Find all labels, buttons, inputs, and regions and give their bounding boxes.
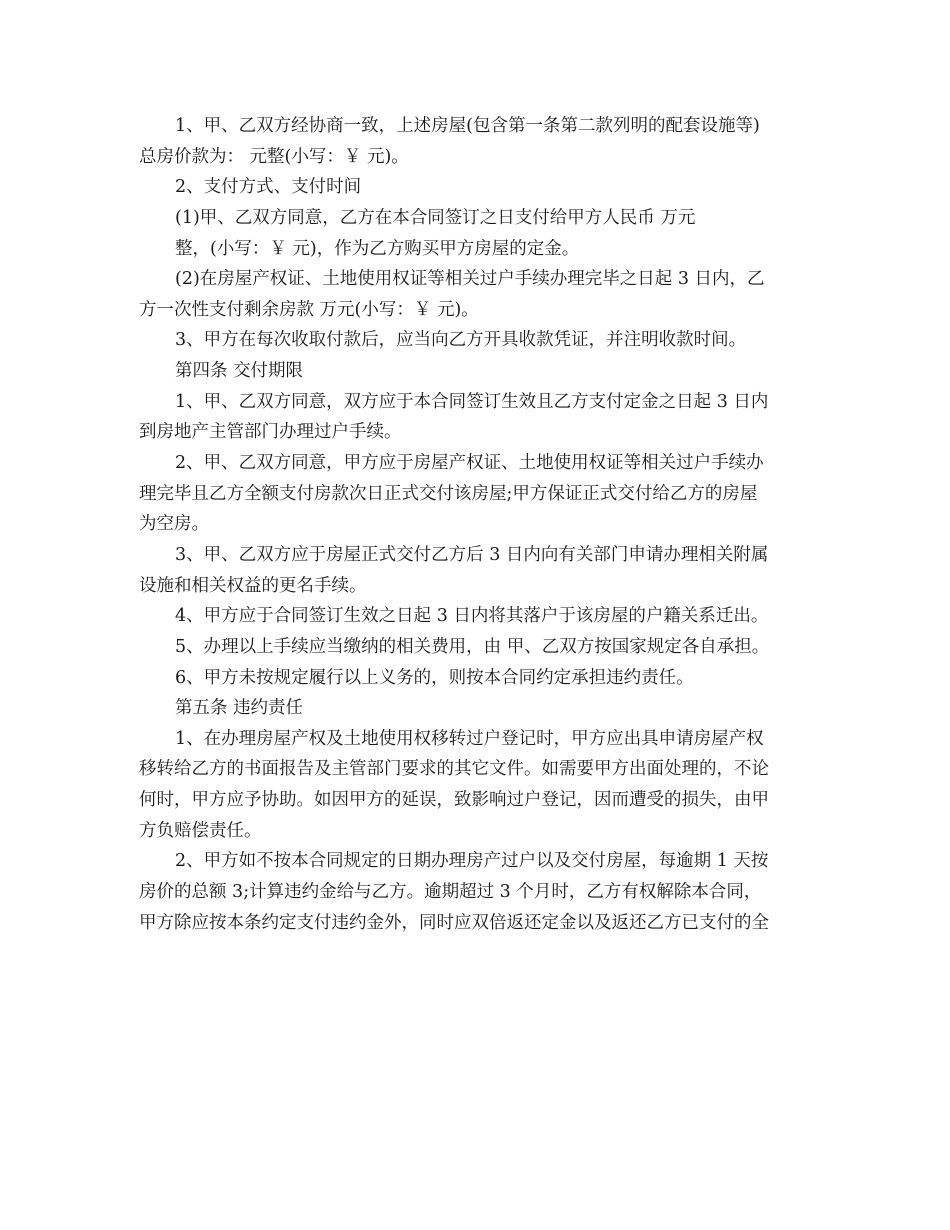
text-line: 3、甲、乙双方应于房屋正式交付乙方后 3 日内向有关部门申请办理相关附属: [175, 544, 769, 565]
text-line: 4、甲方应于合同签订生效之日起 3 日内将其落户于该房屋的户籍关系迁出。: [175, 606, 769, 627]
text-line: 5、办理以上手续应当缴纳的相关费用，由 甲、乙双方按国家规定各自承担。: [175, 636, 770, 657]
text-line: 房价的总额 3;计算违约金给与乙方。逾期超过 3 个月时，乙方有权解除本合同，: [139, 882, 762, 903]
text-line: (2)在房屋产权证、土地使用权证等相关过户手续办理完毕之日起 3 日内，乙: [175, 269, 765, 290]
text-line: 2、甲方如不按本合同规定的日期办理房产过户以及交付房屋，每逾期 1 天按: [175, 851, 769, 872]
text-line: 方负赔偿责任。: [139, 820, 262, 841]
text-line: 2、支付方式、支付时间: [175, 177, 362, 198]
text-line: 6、甲方未按规定履行以上义务的，则按本合同约定承担违约责任。: [175, 667, 694, 688]
text-line: 设施和相关权益的更名手续。: [139, 575, 367, 596]
text-line: 方一次性支付剩余房款 万元(小写：￥ 元)。: [139, 299, 479, 320]
text-line: 甲方除应按本条约定支付违约金外，同时应双倍返还定金以及返还乙方已支付的全: [139, 912, 769, 933]
text-line: 2、甲、乙双方同意，甲方应于房屋产权证、土地使用权证等相关过户手续办: [175, 453, 764, 474]
text-line: 1、在办理房屋产权及土地使用权移转过户登记时，甲方应出具申请房屋产权: [175, 728, 764, 749]
text-line: 1、甲、乙双方同意，双方应于本合同签订生效且乙方支付定金之日起 3 日内: [175, 391, 769, 412]
text-line: 为空房。: [139, 514, 209, 535]
text-line: 3、甲方在每次收取付款后，应当向乙方开具收款凭证，并注明收款时间。: [175, 330, 747, 351]
contract-body-text: [139, 111, 830, 938]
text-line: 第四条 交付期限: [175, 361, 304, 382]
text-line: (1)甲、乙双方同意，乙方在本合同签订之日支付给甲方人民币 万元: [175, 207, 696, 228]
text-line: 第五条 违约责任: [175, 698, 304, 719]
text-line: 整，(小写：￥ 元)，作为乙方购买甲方房屋的定金。: [175, 238, 580, 259]
text-line: 1、甲、乙双方经协商一致，上述房屋(包含第一条第二款列明的配套设施等): [175, 116, 760, 136]
text-line: 理完毕且乙方全额支付房款次日正式交付该房屋;甲方保证正式交付给乙方的房屋: [139, 483, 758, 504]
text-line: 到房地产主管部门办理过户手续。: [139, 422, 402, 443]
text-line: 移转给乙方的书面报告及主管部门要求的其它文件。如需要甲方出面处理的，不论: [139, 759, 769, 780]
text-line: 总房价款为： 元整(小写：￥ 元)。: [139, 146, 409, 167]
text-line: 何时，甲方应予协助。如因甲方的延误，致影响过户登记，因而遭受的损失，由甲: [139, 790, 769, 811]
